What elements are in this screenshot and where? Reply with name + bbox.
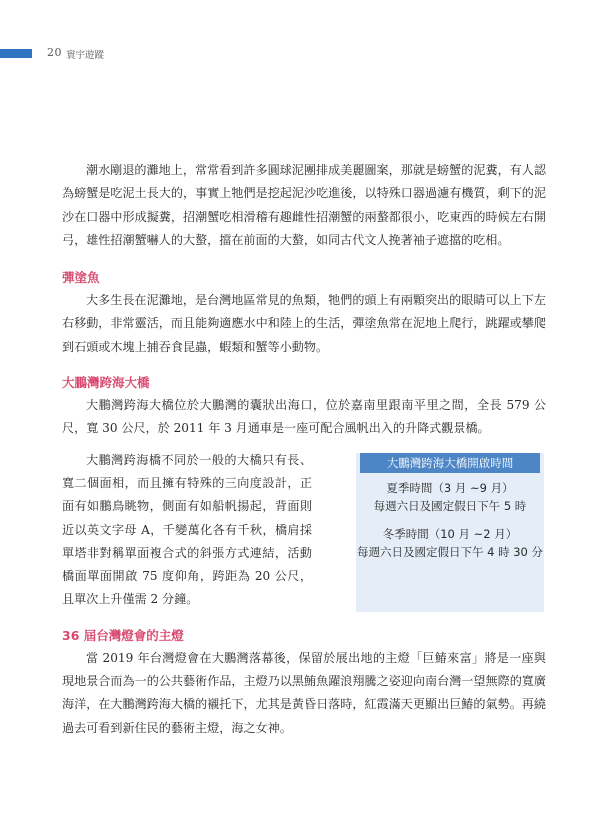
paragraph-mudskipper: 大多生長在泥灘地，是台灣地區常見的魚類，牠們的頭上有兩顆突出的眼睛可以上下左右移動，非常靈活，而且能夠適應水中和陸上的生活，彈塗魚常在泥地上爬行，跳躍或攀爬到石頭或木塊上捕吞食昆蟲，蝦類和蟹等小動物。 [62,293,546,354]
schedule-title: 大鵬灣跨海大橋開啟時間 [360,453,540,473]
page-number: 20 [47,46,62,59]
winter-times: 每週六日及國定假日下午 4 時 30 分 [356,544,544,559]
winter-season-label: 冬季時間（10 月 ~2 月） [382,526,518,541]
paragraph-lantern: 當 2019 年台灣燈會在大鵬灣落幕後，保留於展出地的主燈「巨鰆來富」將是一座與現地景合而為一的公共藝術作品，主燈乃以黑鮪魚躍浪翔騰之姿迎向南台灣一望無際的寬廣海洋，在大鵬灣跨海大橋的襯托下，尤其是黃昏日落時，紅霞滿天更顯出巨鰆的氣勢。再繞過去可看到新住民的藝術主燈，海之女神。 [62,650,546,735]
heading-mudskipper: 彈塗魚 [62,270,100,286]
summer-season-label: 夏季時間（3 月 ~9 月） [386,480,514,495]
paragraph-bridge-detail: 大鵬灣跨海橋不同於一般的大橋只有長、寬二個面相，而且擁有特殊的三向度設計，正面有如鵬鳥眺物，側面有如船帆揚起，背面則近以英文字母 A，千變萬化各有千秋，橋肩採單塔非對稱單面複合式的斜張方式連結，活動橋面單面開啟 75 度仰角，跨距為 20 公尺，且單次上升僅需 2 分鐘。 [62,452,312,607]
header-color-band [0,49,32,58]
paragraph-bridge: 大鵬灣跨海大橋位於大鵬灣的囊狀出海口，位於嘉南里跟南平里之間，全長 579 公尺，寬 30 公尺，於 2011 年 3 月通車是一座可配合風帆出入的升降式觀景橋。 [62,398,546,436]
paragraph-crab-intro: 潮水剛退的灘地上，常常看到許多圓球泥團排成美麗圖案，那就是螃蟹的泥糞，有人認為螃蟹是吃泥土長大的，事實上牠們是挖起泥沙吃進後，以特殊口器過濾有機質，剩下的泥沙在口器中形成擬糞，招潮蟹吃相滑稽有趣雌性招潮蟹的兩螯都很小，吃東西的時候左右開弓，雄性招潮蟹嚇人的大螯，擋在前面的大螯，如同古代文人挽著袖子遮擋的吃相。 [62,163,546,247]
summer-times: 每週六日及國定假日下午 5 時 [373,498,527,513]
article-body [62,159,546,740]
heading-lantern: 36 屆台灣燈會的主燈 [62,627,184,643]
heading-bridge: 大鵬灣跨海大橋 [62,375,150,391]
running-title: 寰宇遊蹤 [66,50,105,61]
summer-schedule [356,479,544,515]
bridge-schedule-box [356,453,544,612]
winter-schedule [356,525,544,561]
bridge-detail-section [62,449,546,612]
